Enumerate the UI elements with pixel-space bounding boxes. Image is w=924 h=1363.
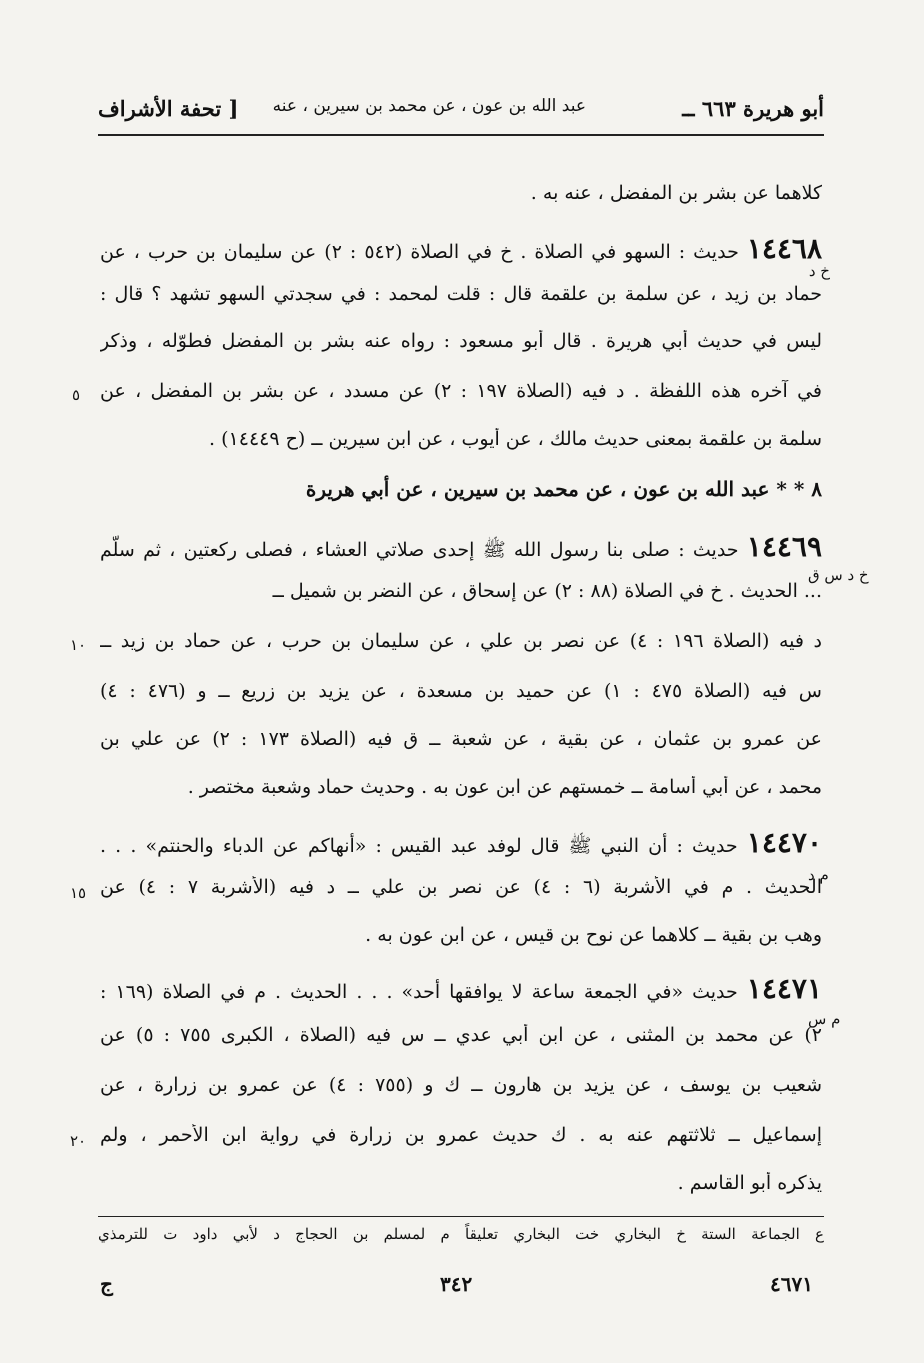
- text-line: [100, 530, 822, 570]
- line-text: سلمة بن علقمة بمعنى حديث مالك ، عن أيوب ، عن ابن سيرين ــ (ح ١٤٤٤٩) .: [209, 428, 822, 450]
- text-line: [100, 580, 822, 620]
- header-right: أبو هريرة ٦٦٣ ــ: [682, 96, 824, 121]
- margin-left-10: ١٠: [70, 636, 87, 654]
- margin-left-20: ٢٠: [70, 1132, 87, 1150]
- abbreviation-key: ع الجماعة الستة خ البخاري خت البخاري تعليقاً م لمسلم بن الحجاج د لأبي داود ت للترمذي: [98, 1225, 824, 1243]
- line-text: ... الحديث . خ في الصلاة (٨٨ : ٢) عن إسحاق ، عن النضر بن شميل ــ: [272, 580, 822, 602]
- text-line: [100, 972, 822, 1012]
- line-text: ٢) عن محمد بن المثنى ، عن ابن أبي عدي ــ س فيه (الصلاة ، الكبرى ٧٥٥ : ٥) عن: [100, 1024, 822, 1046]
- line-text: حديث : أن النبي ﷺ قال لوفد عبد القيس : «أنهاكم عن الدباء والحنتم» . . .: [100, 835, 747, 857]
- text-line: [100, 182, 822, 222]
- line-text: شعيب بن يوسف ، عن يزيد بن هارون ــ ك و (٧٥٥ : ٤) عن عمرو بن زرارة ، عن: [100, 1074, 822, 1096]
- text-line: [100, 380, 822, 420]
- line-text: عن عمرو بن عثمان ، عن بقية ، عن شعبة ــ ق فيه (الصلاة ١٧٣ : ٢) عن علي بن: [100, 728, 822, 750]
- text-line: [100, 283, 822, 323]
- line-text: إسماعيل ــ ثلاثتهم عنه به . ك حديث عمرو بن زرارة في رواية ابن الأحمر ، ولم: [100, 1124, 822, 1146]
- line-text: ليس في حديث أبي هريرة . قال أبو مسعود : رواه عنه بشر بن المفضل فطوّله ، وذكر: [100, 330, 822, 352]
- margin-right-2: خ د س ق: [808, 566, 869, 584]
- margin-left-15: ١٥: [70, 884, 87, 902]
- line-text: يذكره أبو القاسم .: [677, 1172, 822, 1194]
- section-heading: ٨ * * عبد الله بن عون ، عن محمد بن سيرين ، عن أبي هريرة: [305, 477, 822, 501]
- line-text: حديث : صلى بنا رسول الله ﷺ إحدى صلاتي العشاء ، فصلى ركعتين ، ثم سلّم: [100, 539, 747, 561]
- text-line: [100, 924, 822, 964]
- footer-left: ج: [100, 1272, 113, 1296]
- margin-right-4: م س: [808, 1010, 841, 1028]
- line-text: حماد بن زيد ، عن سلمة بن علقمة قال : قلت لمحمد : في سجدتي السهو تشهد ؟ قال :: [100, 283, 822, 305]
- running-header: [98, 90, 824, 130]
- text-line: [100, 776, 822, 816]
- hadith-number: ١٤٤٧٠: [746, 826, 822, 859]
- line-text: كلاهما عن بشر بن المفضل ، عنه به .: [530, 182, 822, 204]
- text-line: [100, 1172, 822, 1212]
- footnote-rule: [98, 1216, 824, 1217]
- line-text: محمد ، عن أبي أسامة ــ خمستهم عن ابن عون به . وحديث حماد وشعبة مختصر .: [187, 776, 822, 798]
- page-number: ٣٤٢: [440, 1272, 473, 1296]
- text-line: [100, 232, 822, 272]
- margin-left-5: ٥: [72, 386, 81, 404]
- line-text: الحديث . م في الأشربة (٦ : ٤) عن نصر بن علي ــ د فيه (الأشربة ٧ : ٤) عن: [100, 876, 822, 898]
- line-text: وهب بن بقية ــ كلاهما عن نوح بن قيس ، عن ابن عون به .: [365, 924, 822, 946]
- header-left: [ تحفة الأشراف: [98, 96, 239, 121]
- text-line: [100, 428, 822, 468]
- header-center: عبد الله بن عون ، عن محمد بن سيرين ، عنه: [272, 96, 586, 116]
- line-text: في آخره هذه اللفظة . د فيه (الصلاة ١٩٧ : ٢) عن مسدد ، عن بشر بن المفضل ، عن: [100, 380, 822, 402]
- text-line: [100, 680, 822, 720]
- line-text: د فيه (الصلاة ١٩٦ : ٤) عن نصر بن علي ، عن سليمان بن حرب ، عن حماد بن زيد ــ: [100, 630, 822, 652]
- footer-right: ٤٦٧١: [770, 1272, 813, 1296]
- margin-right-3: م د: [808, 866, 829, 884]
- hadith-number: ١٤٤٧١: [746, 972, 822, 1005]
- text-line: [100, 826, 822, 866]
- line-text: س فيه (الصلاة ٤٧٥ : ١) عن حميد بن مسعدة ، عن يزيد بن زريع ــ و (٤٧٦ : ٤): [100, 680, 822, 702]
- margin-right-1: خ د: [808, 262, 830, 280]
- text-line: [100, 1124, 822, 1164]
- line-text: حديث : السهو في الصلاة . خ في الصلاة (٥٤٢ : ٢) عن سليمان بن حرب ، عن: [100, 241, 747, 263]
- text-line: [100, 728, 822, 768]
- header-rule: [98, 134, 824, 136]
- text-line: [100, 630, 822, 670]
- text-line: [100, 330, 822, 370]
- hadith-number: ١٤٤٦٨: [746, 232, 822, 265]
- text-line: [100, 1074, 822, 1114]
- text-line: [100, 876, 822, 916]
- text-line: [100, 1024, 822, 1064]
- hadith-number: ١٤٤٦٩: [746, 530, 822, 563]
- line-text: حديث «في الجمعة ساعة لا يوافقها أحد» . . . الحديث . م في الصلاة (١٦٩ :: [100, 981, 747, 1003]
